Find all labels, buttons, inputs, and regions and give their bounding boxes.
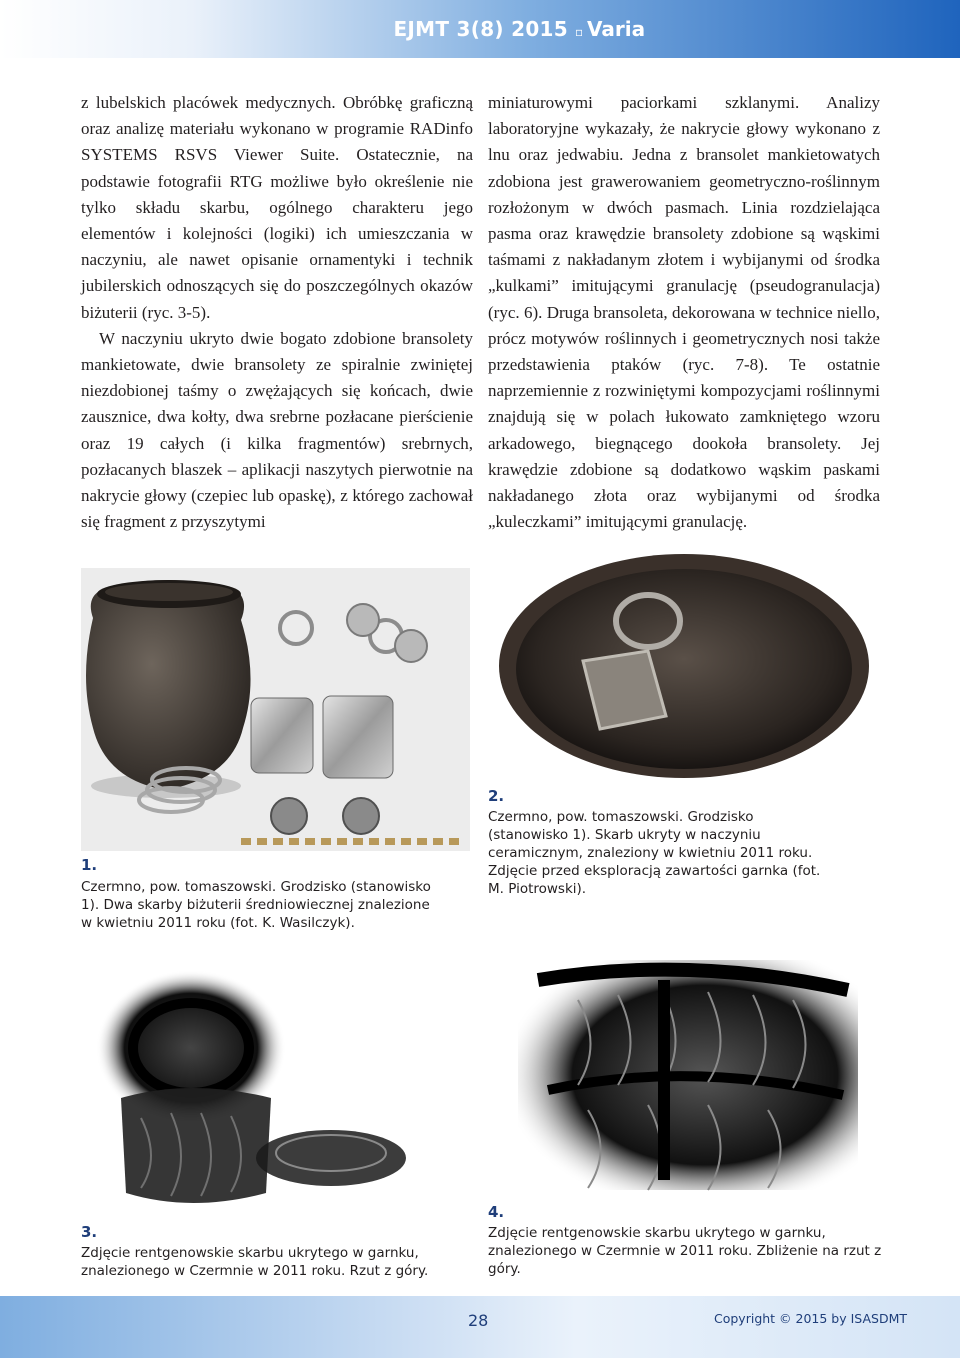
page-header [0,0,960,58]
figure-2-number: 2. [488,787,505,805]
page-number: 28 [468,1311,489,1330]
figure-1-caption: Czermno, pow. tomaszowski. Grodzisko (stanowisko 1). Dwa skarby biżuterii średniowiecznej znalezione w kwietniu 2011 roku (fot. K. Wasilczyk). [81,879,431,931]
xray-top-view-image [81,968,451,1218]
section-name: Varia [587,17,646,41]
header-separator: ▫ [575,25,584,39]
treasure-jewelry-image [81,568,470,851]
left-text-column [81,90,473,535]
figure-4-photo [488,960,879,1200]
xray-closeup-image [488,960,879,1200]
figure-1-number: 1. [81,856,98,874]
journal-title: EJMT 3(8) 2015 [393,17,568,41]
copyright-notice: Copyright © 2015 by ISASDMT [714,1311,907,1326]
figure-3-photo [81,968,451,1218]
right-paragraph-1: miniaturowymi paciorkami szklanymi. Analizy laboratoryjne wykazały, że nakrycie głowy wykonano z lnu oraz jedwabiu. Jedna z bransolet mankietowatych zdobiona jest grawerowaniem geometryczno-roślinnym rozłożonym w dwóch pasmach. Linia rozdzielająca pasma oraz krawędzie bransolety zdobione są wąskimi taśmami z nakładanym złotem i wybijanymi od środka „kulkami” imitującymi granulację (pseudogranulacja) (ryc. 6). Druga bransoleta, dekorowana w technice niello, prócz motywów roślinnych i geometrycznych nosi także przedstawienia ptaków (ryc. 7-8). Te ostatnie naprzemiennie z rozwiniętymi kompozycjami roślinnymi znajdują się w polach łukowato zamkniętego wzoru arkadowego, biegnącego dookoła bransolety. Jej krawędzie zdobione są dodatkowo wąskim paskami nakładanego złota oraz wybijanymi od środka „kuleczkami” imitującymi granulację. [488,93,880,532]
pot-interior-image [488,551,879,781]
figure-3-number: 3. [81,1223,98,1241]
figure-4-number: 4. [488,1203,505,1221]
figure-2-photo [488,551,879,781]
figure-2-caption: Czermno, pow. tomaszowski. Grodzisko (stanowisko 1). Skarb ukryty w naczyniu ceramicznym, znaleziony w kwietniu 2011 roku. Zdjęcie przed eksploracją zawartości garnka (fot. M. Piotrowski). [488,809,821,897]
figure-4-caption: Zdjęcie rentgenowskie skarbu ukrytego w garnku, znalezionego w Czermnie w 2011 roku. Zbliżenie na rzut z góry. [488,1225,882,1277]
left-paragraph-2: W naczyniu ukryto dwie bogato zdobione bransolety mankietowate, dwie bransolety ze spiralnie zwiniętej niezdobionej taśmy o zwężających się końcach, dwie zausznice, dwa kołty, dwa srebrne pozłacane pierścienie oraz 19 całych (i kilka fragmentów) srebrnych, pozłacanych blaszek – aplikacji naszytych pierwotnie na nakrycie głowy (czepiec lub opaskę), z którego zachował się fragment z przyszytymi [81,328,473,532]
left-paragraph-1: z lubelskich placówek medycznych. Obróbkę graficzną oraz analizę materiału wykonano w programie RADinfo SYSTEMS RSVS Viewer Suite. Ostatecznie, na podstawie fotografii RTG możliwe było określenie nie tylko składu skarbu, ogólnego charakteru jego elementów i kolejności (logiki) ich umieszczania w naczyniu, ale nawet opisanie ornamentyki i technik jubilerskich odnoszących się do poszczególnych okazów biżuterii (ryc. 3-5). [81,93,473,322]
right-text-column [488,90,880,535]
figure-1-photo [81,568,470,851]
figure-3-caption: Zdjęcie rentgenowskie skarbu ukrytego w garnku, znalezionego w Czermnie w 2011 roku. Rzut z góry. [81,1245,429,1279]
